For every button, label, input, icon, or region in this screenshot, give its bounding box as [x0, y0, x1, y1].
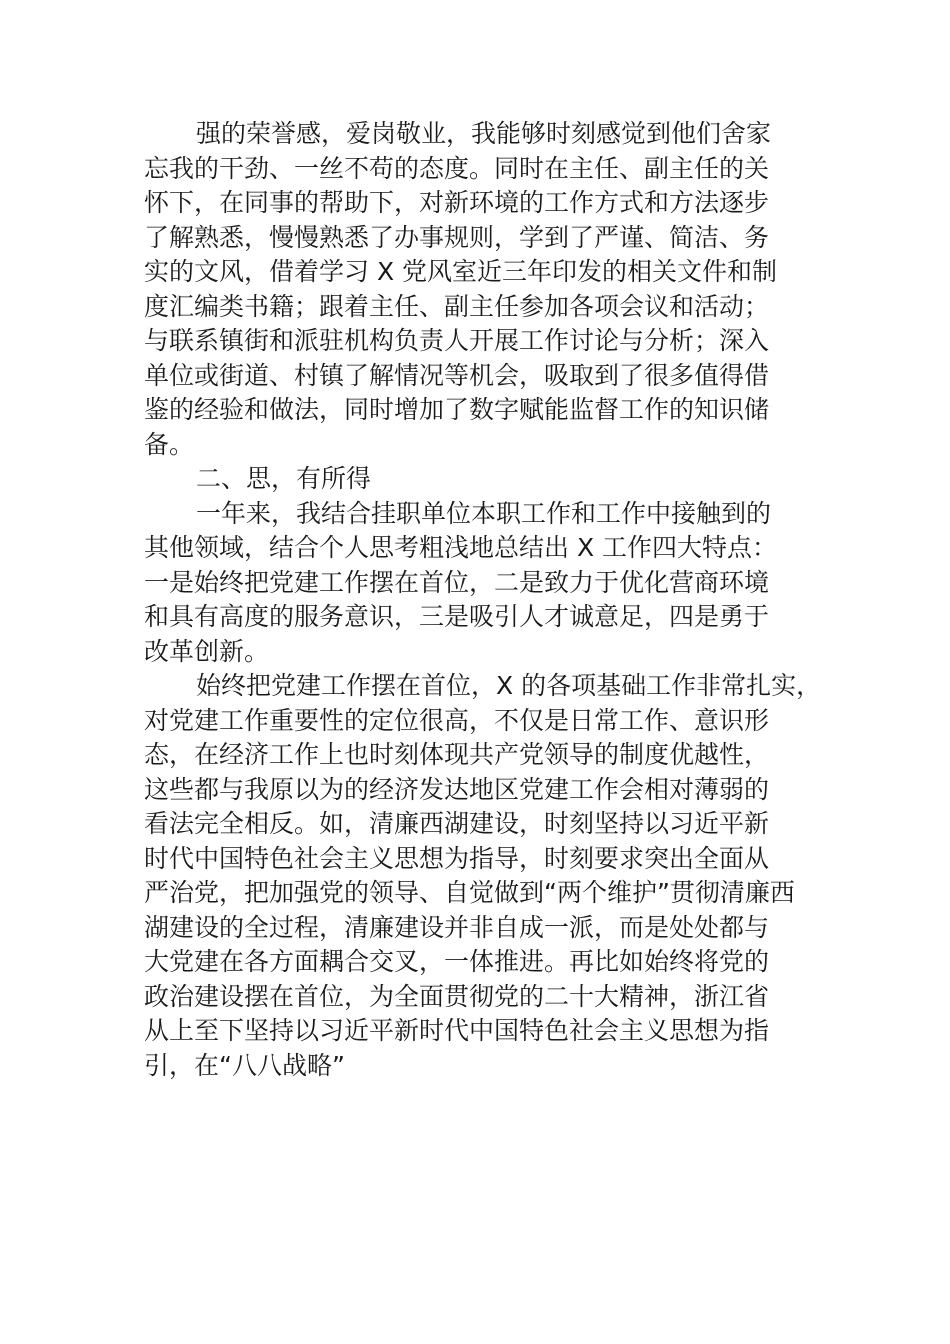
text-line: 引，在“八八战略” [144, 1050, 345, 1080]
text-line: 鉴的经验和做法，同时增加了数字赋能监督工作的知识储 [144, 395, 770, 424]
text-line: 时代中国特色社会主义思想为指导，时刻要求突出全面从 [144, 843, 770, 873]
text-line: 这些都与我原以为的经济发达地区党建工作会相对薄弱的 [144, 774, 770, 804]
text-line: 其他领域，结合个人思考粗浅地总结出 X 工作四大特点： [144, 533, 778, 562]
text-line: 忘我的干劲、一丝不苟的态度。同时在主任、副主任的关 [144, 153, 770, 183]
text-line: 政治建设摆在首位，为全面贯彻党的二十大精神，浙江省 [144, 981, 770, 1011]
text-line: 一年来，我结合挂职单位本职工作和工作中接触到的 [196, 498, 772, 528]
text-line: 单位或街道、村镇了解情况等机会，吸取到了很多值得借 [144, 360, 770, 390]
text-line: 始终把党建工作摆在首位，X 的各项基础工作非常扎实， [196, 671, 822, 700]
text-line: 态，在经济工作上也时刻体现共产党领导的制度优越性， [144, 740, 770, 769]
text-line: 实的文风，借着学习 X 党风室近三年印发的相关文件和制 [144, 257, 778, 286]
text-line: 大党建在各方面耦合交叉，一体推进。再比如始终将党的 [144, 947, 770, 976]
text-line: 了解熟悉，慢慢熟悉了办事规则，学到了严谨、简洁、务 [144, 222, 770, 252]
text-line: 度汇编类书籍；跟着主任、副主任参加各项会议和活动； [144, 291, 770, 321]
text-line: 与联系镇街和派驻机构负责人开展工作讨论与分析；深入 [144, 326, 770, 355]
body-text [144, 117, 834, 1083]
text-line: 看法完全相反。如，清廉西湖建设，时刻坚持以习近平新 [144, 809, 770, 838]
text-line: 严治党，把加强党的领导、自觉做到“两个维护”贯彻清廉西 [144, 878, 795, 907]
section-heading: 二、思，有所得 [196, 464, 372, 493]
text-line: 备。 [144, 429, 195, 459]
text-line: 怀下，在同事的帮助下，对新环境的工作方式和方法逐步 [144, 188, 770, 217]
text-line: 和具有高度的服务意识，三是吸引人才诚意足，四是勇于 [144, 602, 770, 631]
text-line: 对党建工作重要性的定位很高，不仅是日常工作、意识形 [144, 705, 770, 735]
text-line: 一是始终把党建工作摆在首位，二是致力于优化营商环境 [144, 567, 770, 597]
text-line: 强的荣誉感，爱岗敬业，我能够时刻感觉到他们舍家 [196, 119, 772, 148]
text-line: 湖建设的全过程，清廉建设并非自成一派，而是处处都与 [144, 912, 770, 942]
text-line: 从上至下坚持以习近平新时代中国特色社会主义思想为指 [144, 1016, 770, 1045]
text-line: 改革创新。 [144, 636, 270, 666]
